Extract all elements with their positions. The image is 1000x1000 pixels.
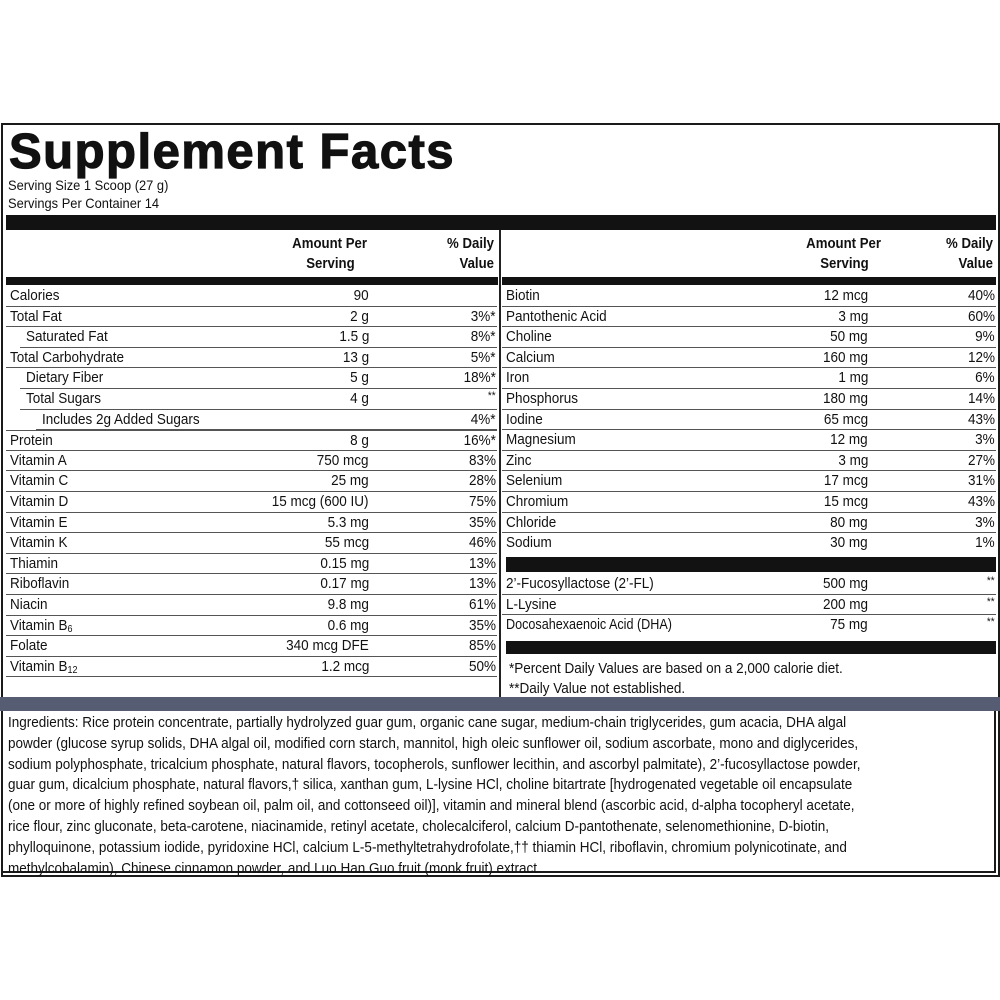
nutrient-row-calories: Calories 90 — [6, 286, 497, 307]
left-header-amount: Amount Per Serving — [292, 235, 367, 272]
nutrient-row-iodine: Iodine 65 mcg 43% — [502, 410, 996, 431]
nutrient-row-thiamin: Thiamin 0.15 mg 13% — [6, 554, 497, 575]
nutrient-row-2fl: 2’-Fucosyllactose (2’-FL) 500 mg ** — [502, 574, 996, 595]
other-ingredients-table — [502, 574, 996, 636]
servings-per-container: Servings Per Container 14 — [8, 195, 160, 211]
nutrient-row-vitamin-a: Vitamin A 750 mcg 83% — [6, 451, 497, 472]
nutrient-row-added-sugars: Includes 2g Added Sugars 4%* — [36, 410, 497, 431]
nutrient-row-riboflavin: Riboflavin 0.17 mg 13% — [6, 574, 497, 595]
nutrient-row-selenium: Selenium 17 mcg 31% — [502, 471, 996, 492]
nutrient-row-vitamin-b12: Vitamin $B_{12}$ 1.2 mcg 50% — [6, 657, 497, 678]
nutrient-row-calcium: Calcium 160 mg 12% — [502, 348, 996, 369]
left-header-dv: % Daily Value — [447, 235, 494, 272]
thick-divider-top — [6, 215, 996, 230]
nutrient-row-l-lysine: L-Lysine 200 mg ** — [502, 595, 996, 616]
footnote-dv-not-established: **Daily Value not established. — [509, 680, 686, 697]
left-nutrient-table — [6, 286, 497, 677]
nutrient-row-vitamin-b6: Vitamin $B_6$ 0.6 mg 35% — [6, 616, 497, 637]
thick-divider-footnotes — [506, 641, 996, 654]
separator-band — [0, 697, 1000, 711]
thick-divider-other — [506, 557, 996, 572]
nutrient-row-niacin: Niacin 9.8 mg 61% — [6, 595, 497, 616]
thick-divider-right — [502, 277, 996, 285]
panel-title: Supplement Facts — [9, 125, 456, 179]
nutrient-row-biotin: Biotin 12 mcg 40% — [502, 286, 996, 307]
nutrient-row-folate: Folate 340 mcg DFE 85% — [6, 636, 497, 657]
right-header-dv: % Daily Value — [946, 235, 993, 272]
nutrient-row-total-carbohydrate: Total Carbohydrate 13 g 5%* — [6, 348, 497, 369]
nutrient-row-pantothenic-acid: Pantothenic Acid 3 mg 60% — [502, 307, 996, 328]
nutrient-row-vitamin-c: Vitamin C 25 mg 28% — [6, 471, 497, 492]
ingredients-panel — [1, 711, 996, 877]
nutrient-row-vitamin-k: Vitamin K 55 mcg 46% — [6, 533, 497, 554]
nutrient-row-saturated-fat: Saturated Fat 1.5 g 8%* — [20, 327, 497, 348]
nutrient-row-dietary-fiber: Dietary Fiber 5 g 18%* — [20, 368, 497, 389]
nutrient-row-sodium: Sodium 30 mg 1% — [506, 534, 995, 552]
nutrient-row-total-sugars: Total Sugars 4 g ** — [20, 389, 497, 410]
nutrient-row-phosphorus: Phosphorus 180 mg 14% — [502, 389, 996, 410]
right-header-amount: Amount Per Serving — [806, 235, 881, 272]
ingredients-text: Ingredients: Rice protein concentrate, partially hydrolyzed guar gum, organic cane sugar, medium-chain triglycerides, gum acacia, DHA algal powder (glucose syrup solids, DHA algal oil, modified corn starch, mannitol, high oleic sunflower oil, sodium ascorbate, mono and diglycerides, sodium polyphosphate, tricalcium phosphate, natural flavors, tocopherols, sunflower lecithin, and ascorbyl palmitate), 2’-fucosyllactose powder, guar gum, dicalcium phosphate, natural flavors,† silica, xanthan gum, L-lysine HCl, choline bitartrate [hydrogenated vegetable oil encapsulate (one or more of highly refined soybean oil, palm oil, and cottonseed oil)], vitamin and mineral blend (ascorbic acid, d-alpha tocopheryl acetate, rice flour, zinc gluconate, beta-carotene, niacinamide, retinyl acetate, cholecalciferol, calcium D-pantothenate, selenomethionine, D-biotin, phylloquinone, potassium iodide, pyridoxine HCl, calcium L-5-methyltetrahydrofolate,†† thiamin HCl, riboflavin, chromium polynicotinate, and methylcobalamin), Chinese cinnamon powder, and Luo Han Guo fruit (monk fruit) extract. — [8, 714, 861, 877]
nutrient-row-chromium: Chromium 15 mcg 43% — [502, 492, 996, 513]
nutrient-row-dha: Docosahexaenoic Acid (DHA) 75 mg ** — [506, 616, 995, 634]
nutrient-row-total-fat: Total Fat 2 g 3%* — [6, 307, 497, 328]
nutrient-row-magnesium: Magnesium 12 mg 3% — [502, 430, 996, 451]
nutrient-row-vitamin-e: Vitamin E 5.3 mg 35% — [6, 513, 497, 534]
right-nutrient-table — [502, 286, 996, 554]
serving-size: Serving Size 1 Scoop (27 g) — [8, 177, 169, 193]
nutrient-row-chloride: Chloride 80 mg 3% — [502, 513, 996, 534]
nutrient-row-protein: Protein 8 g 16%* — [6, 430, 497, 451]
nutrient-row-zinc: Zinc 3 mg 27% — [502, 451, 996, 472]
nutrient-row-choline: Choline 50 mg 9% — [502, 327, 996, 348]
thick-divider-left — [6, 277, 498, 285]
nutrient-row-iron: Iron 1 mg 6% — [502, 368, 996, 389]
nutrient-row-vitamin-d: Vitamin D 15 mcg (600 IU) 75% — [6, 492, 497, 513]
footnote-percent-dv: *Percent Daily Values are based on a 2,000 calorie diet. — [509, 660, 843, 677]
